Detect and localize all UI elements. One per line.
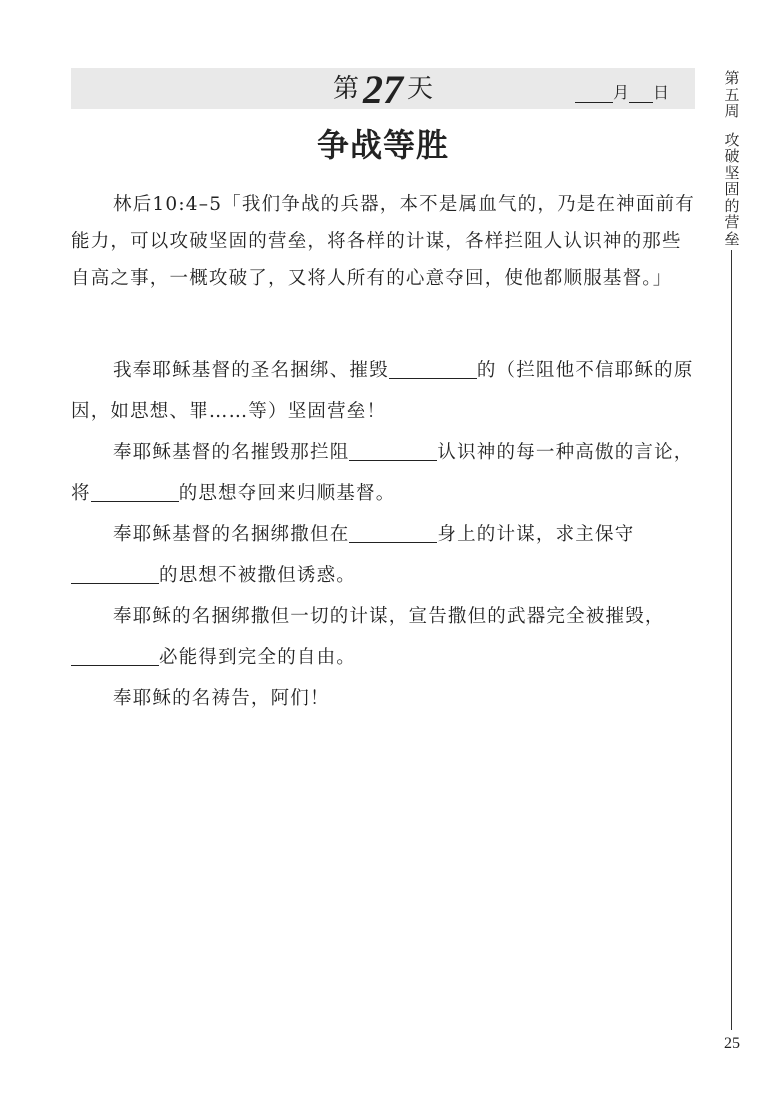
page-number: 25 — [724, 1035, 740, 1052]
scripture-verse — [71, 186, 695, 297]
day-number: 27 — [363, 67, 403, 112]
date-fill-in — [575, 80, 669, 103]
prayer-text: 的思想夺回来归顺基督。 — [178, 483, 396, 504]
day-header-bar — [71, 67, 695, 112]
name-blank[interactable] — [71, 565, 159, 585]
month-blank[interactable] — [575, 84, 613, 103]
month-label: 月 — [612, 83, 629, 102]
day-blank[interactable] — [629, 84, 653, 103]
day-label: 日 — [652, 83, 669, 102]
prayer-paragraph-1 — [71, 350, 695, 432]
name-blank[interactable] — [91, 483, 179, 503]
side-char: 攻 — [724, 130, 740, 149]
name-blank[interactable] — [71, 647, 159, 667]
page-title: 争战等胜 — [316, 126, 449, 164]
day-suffix: 天 — [407, 74, 434, 104]
prayer-section — [71, 350, 695, 719]
prayer-text: 必能得到完全的自由。 — [159, 647, 357, 668]
name-blank[interactable] — [349, 442, 437, 462]
prayer-paragraph-2 — [71, 432, 695, 514]
side-rule-line — [731, 250, 732, 1030]
side-char: 周 — [724, 102, 740, 120]
prayer-text: 奉耶稣的名捆绑撒但一切的计谋，宣告撒但的武器完全被摧毁， — [113, 606, 665, 627]
prayer-text: 奉耶稣基督的名摧毁那拦阻 — [113, 442, 350, 463]
side-char: 营 — [724, 213, 740, 231]
chapter-side-label — [722, 70, 742, 247]
prayer-text: 认识神的每一种高傲的言论，将 — [71, 442, 694, 504]
prayer-text: 奉耶稣基督的名捆绑撒但在 — [113, 524, 350, 545]
prayer-text: 的（拦阻他不信耶稣的原因，如思想、罪……等）坚固营垒！ — [71, 360, 694, 422]
side-char — [722, 120, 742, 132]
side-char: 坚 — [724, 163, 740, 182]
verse-text: 林后10:4–5「我们争战的兵器，本不是属血气的，乃是在神面前有能力，可以攻破坚固的营垒，将各样的计谋，各样拦阻人认识神的那些自高之事，一概攻破了，又将人所有的心意夺回，使他都顺服基督。」 — [71, 194, 695, 289]
side-char: 的 — [724, 196, 740, 215]
side-char: 五 — [724, 85, 740, 104]
name-blank[interactable] — [349, 524, 437, 544]
prayer-text: 的思想不被撒但诱惑。 — [159, 565, 357, 586]
side-char: 固 — [724, 180, 740, 198]
name-blank[interactable] — [389, 360, 477, 380]
day-prefix: 第 — [332, 74, 359, 104]
prayer-text: 我奉耶稣基督的圣名捆绑、摧毁 — [113, 360, 389, 381]
prayer-paragraph-3 — [71, 514, 695, 596]
side-char: 第 — [724, 69, 740, 87]
prayer-text: 身上的计谋，求主保守 — [437, 524, 635, 545]
side-char: 垒 — [724, 229, 740, 248]
side-char: 破 — [724, 147, 740, 165]
prayer-paragraph-5: 奉耶稣的名祷告，阿们！ — [113, 688, 330, 709]
prayer-paragraph-4 — [71, 596, 695, 678]
